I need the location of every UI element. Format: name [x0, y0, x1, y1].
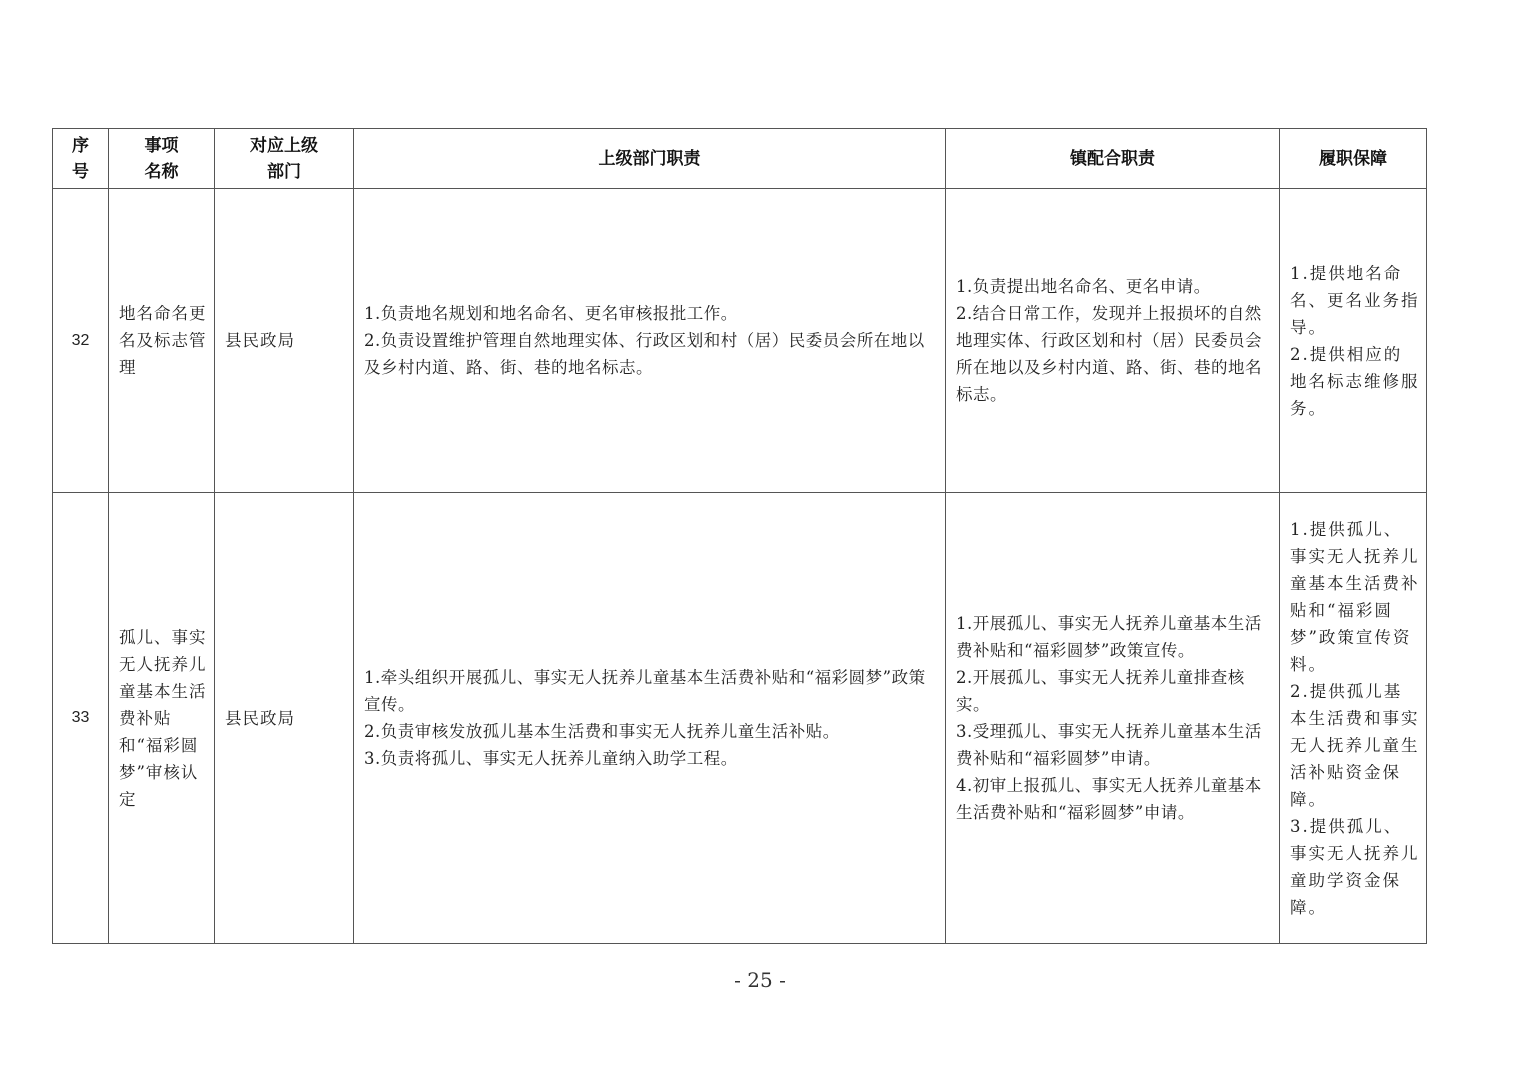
- duty-line: 1.负责提出地名命名、更名申请。: [956, 277, 1211, 296]
- table-header-row: [53, 129, 1427, 189]
- duty-line: 1.开展孤儿、事实无人抚养儿童基本生活费补贴和“福彩圆梦”政策宣传。: [956, 614, 1262, 660]
- duty-line: 1.负责地名规划和地名命名、更名审核报批工作。: [364, 304, 738, 323]
- guarantee-line: 2.提供相应的地名标志维修服务。: [1290, 344, 1420, 418]
- header-seq: 序 号: [53, 129, 109, 189]
- table-row: [53, 189, 1427, 493]
- row-dept: 县民政局: [215, 493, 354, 944]
- header-upper-duties: 上级部门职责: [354, 129, 946, 189]
- guarantee-line: 1.提供地名命名、更名业务指导。: [1290, 263, 1420, 337]
- row-seq: 32: [53, 189, 109, 493]
- duty-line: 2.结合日常工作，发现并上报损坏的自然地理实体、行政区划和村（居）民委员会所在地以及乡村内道、路、街、巷的地名标志。: [956, 304, 1262, 404]
- table-row: [53, 493, 1427, 944]
- page-number: - 25 -: [734, 968, 786, 992]
- header-guarantee: 履职保障: [1280, 129, 1427, 189]
- row-item-name: 地名命名更名及标志管理: [109, 189, 215, 493]
- row-upper-duties: [354, 493, 946, 944]
- row-upper-duties: [354, 189, 946, 493]
- duty-line: 1.牵头组织开展孤儿、事实无人抚养儿童基本生活费补贴和“福彩圆梦”政策宣传。: [364, 668, 926, 714]
- header-item-name: 事项 名称: [109, 129, 215, 189]
- duty-line: 3.受理孤儿、事实无人抚养儿童基本生活费补贴和“福彩圆梦”申请。: [956, 722, 1262, 768]
- duty-line: 2.负责设置维护管理自然地理实体、行政区划和村（居）民委员会所在地以及乡村内道、路、街、巷的地名标志。: [364, 331, 925, 377]
- row-item-name: 孤儿、事实无人抚养儿童基本生活费补贴和“福彩圆梦”审核认定: [109, 493, 215, 944]
- row-seq: 33: [53, 493, 109, 944]
- guarantee-line: 3.提供孤儿、事实无人抚养儿童助学资金保障。: [1290, 816, 1420, 917]
- row-town-duties: [946, 493, 1280, 944]
- duty-line: 2.负责审核发放孤儿基本生活费和事实无人抚养儿童生活补贴。: [364, 722, 840, 741]
- row-dept: 县民政局: [215, 189, 354, 493]
- row-town-duties: [946, 189, 1280, 493]
- responsibility-table: [52, 128, 1427, 944]
- guarantee-line: 1.提供孤儿、事实无人抚养儿童基本生活费补贴和“福彩圆梦”政策宣传资料。: [1290, 519, 1420, 674]
- duty-line: 2.开展孤儿、事实无人抚养儿童排查核实。: [956, 668, 1245, 714]
- guarantee-line: 2.提供孤儿基本生活费和事实无人抚养儿童生活补贴资金保障。: [1290, 681, 1420, 809]
- row-guarantee: [1280, 493, 1427, 944]
- duty-line: 4.初审上报孤儿、事实无人抚养儿童基本生活费补贴和“福彩圆梦”申请。: [956, 776, 1262, 822]
- row-guarantee: [1280, 189, 1427, 493]
- header-town-duties: 镇配合职责: [946, 129, 1280, 189]
- duty-line: 3.负责将孤儿、事实无人抚养儿童纳入助学工程。: [364, 749, 738, 768]
- header-upper-dept: 对应上级 部门: [215, 129, 354, 189]
